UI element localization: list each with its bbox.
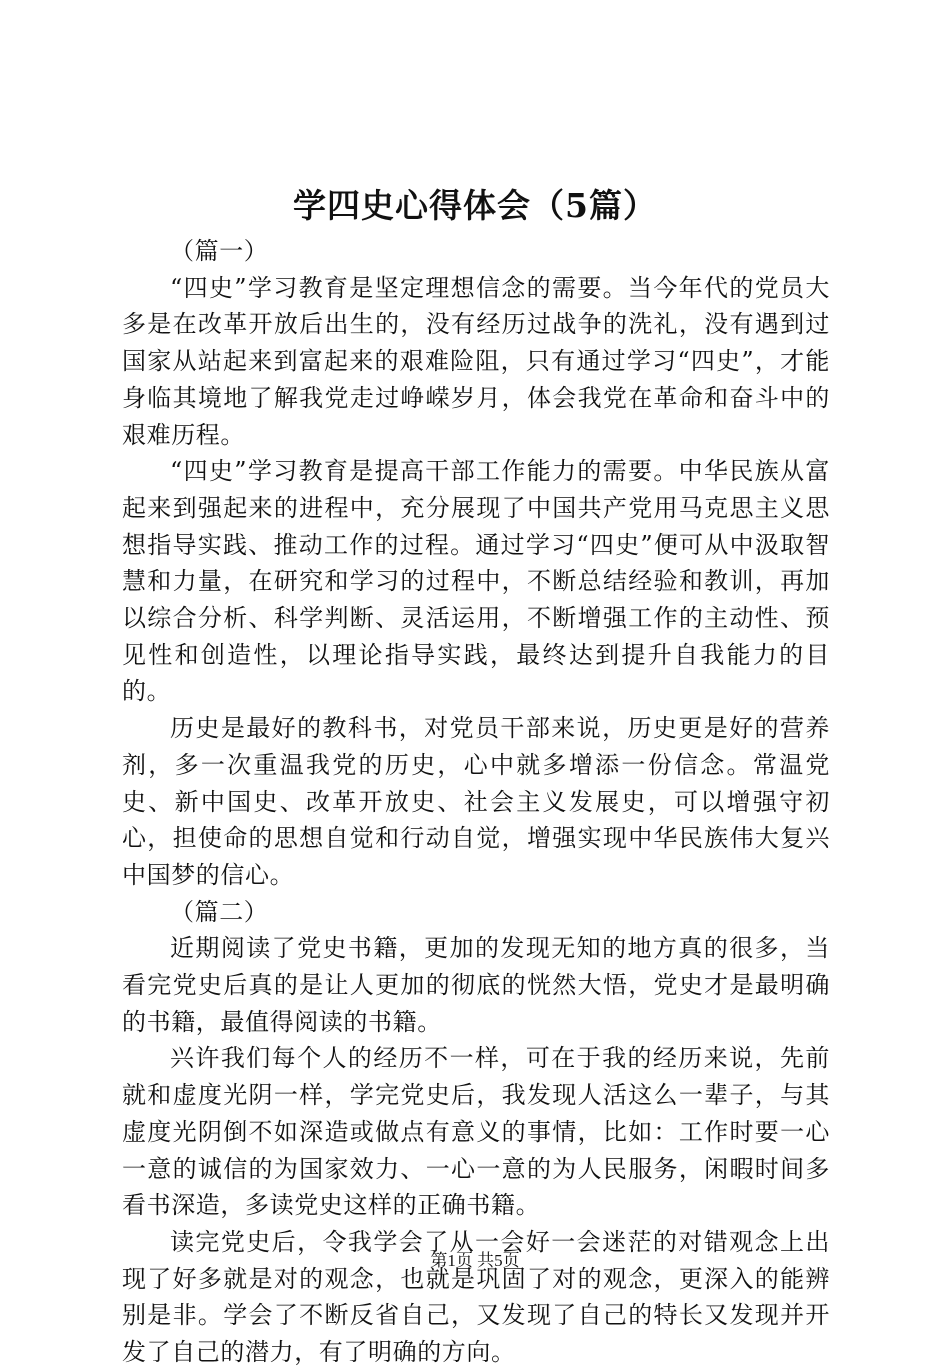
section-heading-1: （篇一） — [170, 237, 269, 265]
paragraph: “四史”学习教育是提高干部工作能力的需要。中华民族从富起来到强起来的进程中，充分展现了中国共产党用马克思主义思想指导实践、推动工作的过程。通过学习“四史”便可从中汲取智慧和力量，在研究和学习的过程中，不断总结经验和教训，再加以综合分析、科学判断、灵活运用，不断增强工作的主动性、预见性和创造性，以理论指导实践，最终达到提升自我能力的目的。 — [122, 457, 830, 706]
paragraph: 兴许我们每个人的经历不一样，可在于我的经历来说，先前就和虚度光阴一样，学完党史后，我发现人活这么一辈子，与其虚度光阴倒不如深造或做点有意义的事情，比如：工作时要一心一意的诚信的为国家效力、一心一意的为人民服务，闲暇时间多看书深造，多读党史这样的正确书籍。 — [122, 1044, 830, 1220]
paragraph: “四史”学习教育是坚定理想信念的需要。当今年代的党员大多是在改革开放后出生的，没有经历过战争的洗礼，没有遇到过国家从站起来到富起来的艰难险阻，只有通过学习“四史”，才能身临其境地了解我党走过峥嵘岁月，体会我党在革命和奋斗中的艰难历程。 — [122, 273, 830, 449]
section-heading-2: （篇二） — [170, 897, 269, 926]
paragraph: 读完党史后，令我学会了从一会好一会迷茫的对错观念上出现了好多就是对的观念，也就是巩固了对的观念，更深入的能辨别是非。学会了不断反省自己，又发现了自己的特长又发现并开发了自己的潜力，有了明确的方向。 — [122, 1227, 830, 1367]
document-title: 学四史心得体会（5篇） — [293, 186, 657, 225]
document-body — [122, 233, 830, 1371]
paragraph: 历史是最好的教科书，对党员干部来说，历史更是好的营养剂，多一次重温我党的历史，心中就多增添一份信念。常温党史、新中国史、改革开放史、社会主义发展史，可以增强守初心，担使命的思想自觉和行动自觉，增强实现中华民族伟大复兴中国梦的信心。 — [122, 714, 830, 889]
paragraph: 近期阅读了党史书籍，更加的发现无知的地方真的很多，当看完党史后真的是让人更加的彻底的恍然大悟，党史才是最明确的书籍，最值得阅读的书籍。 — [122, 934, 830, 1036]
page-footer: 第1页 共5页 — [430, 1251, 520, 1270]
